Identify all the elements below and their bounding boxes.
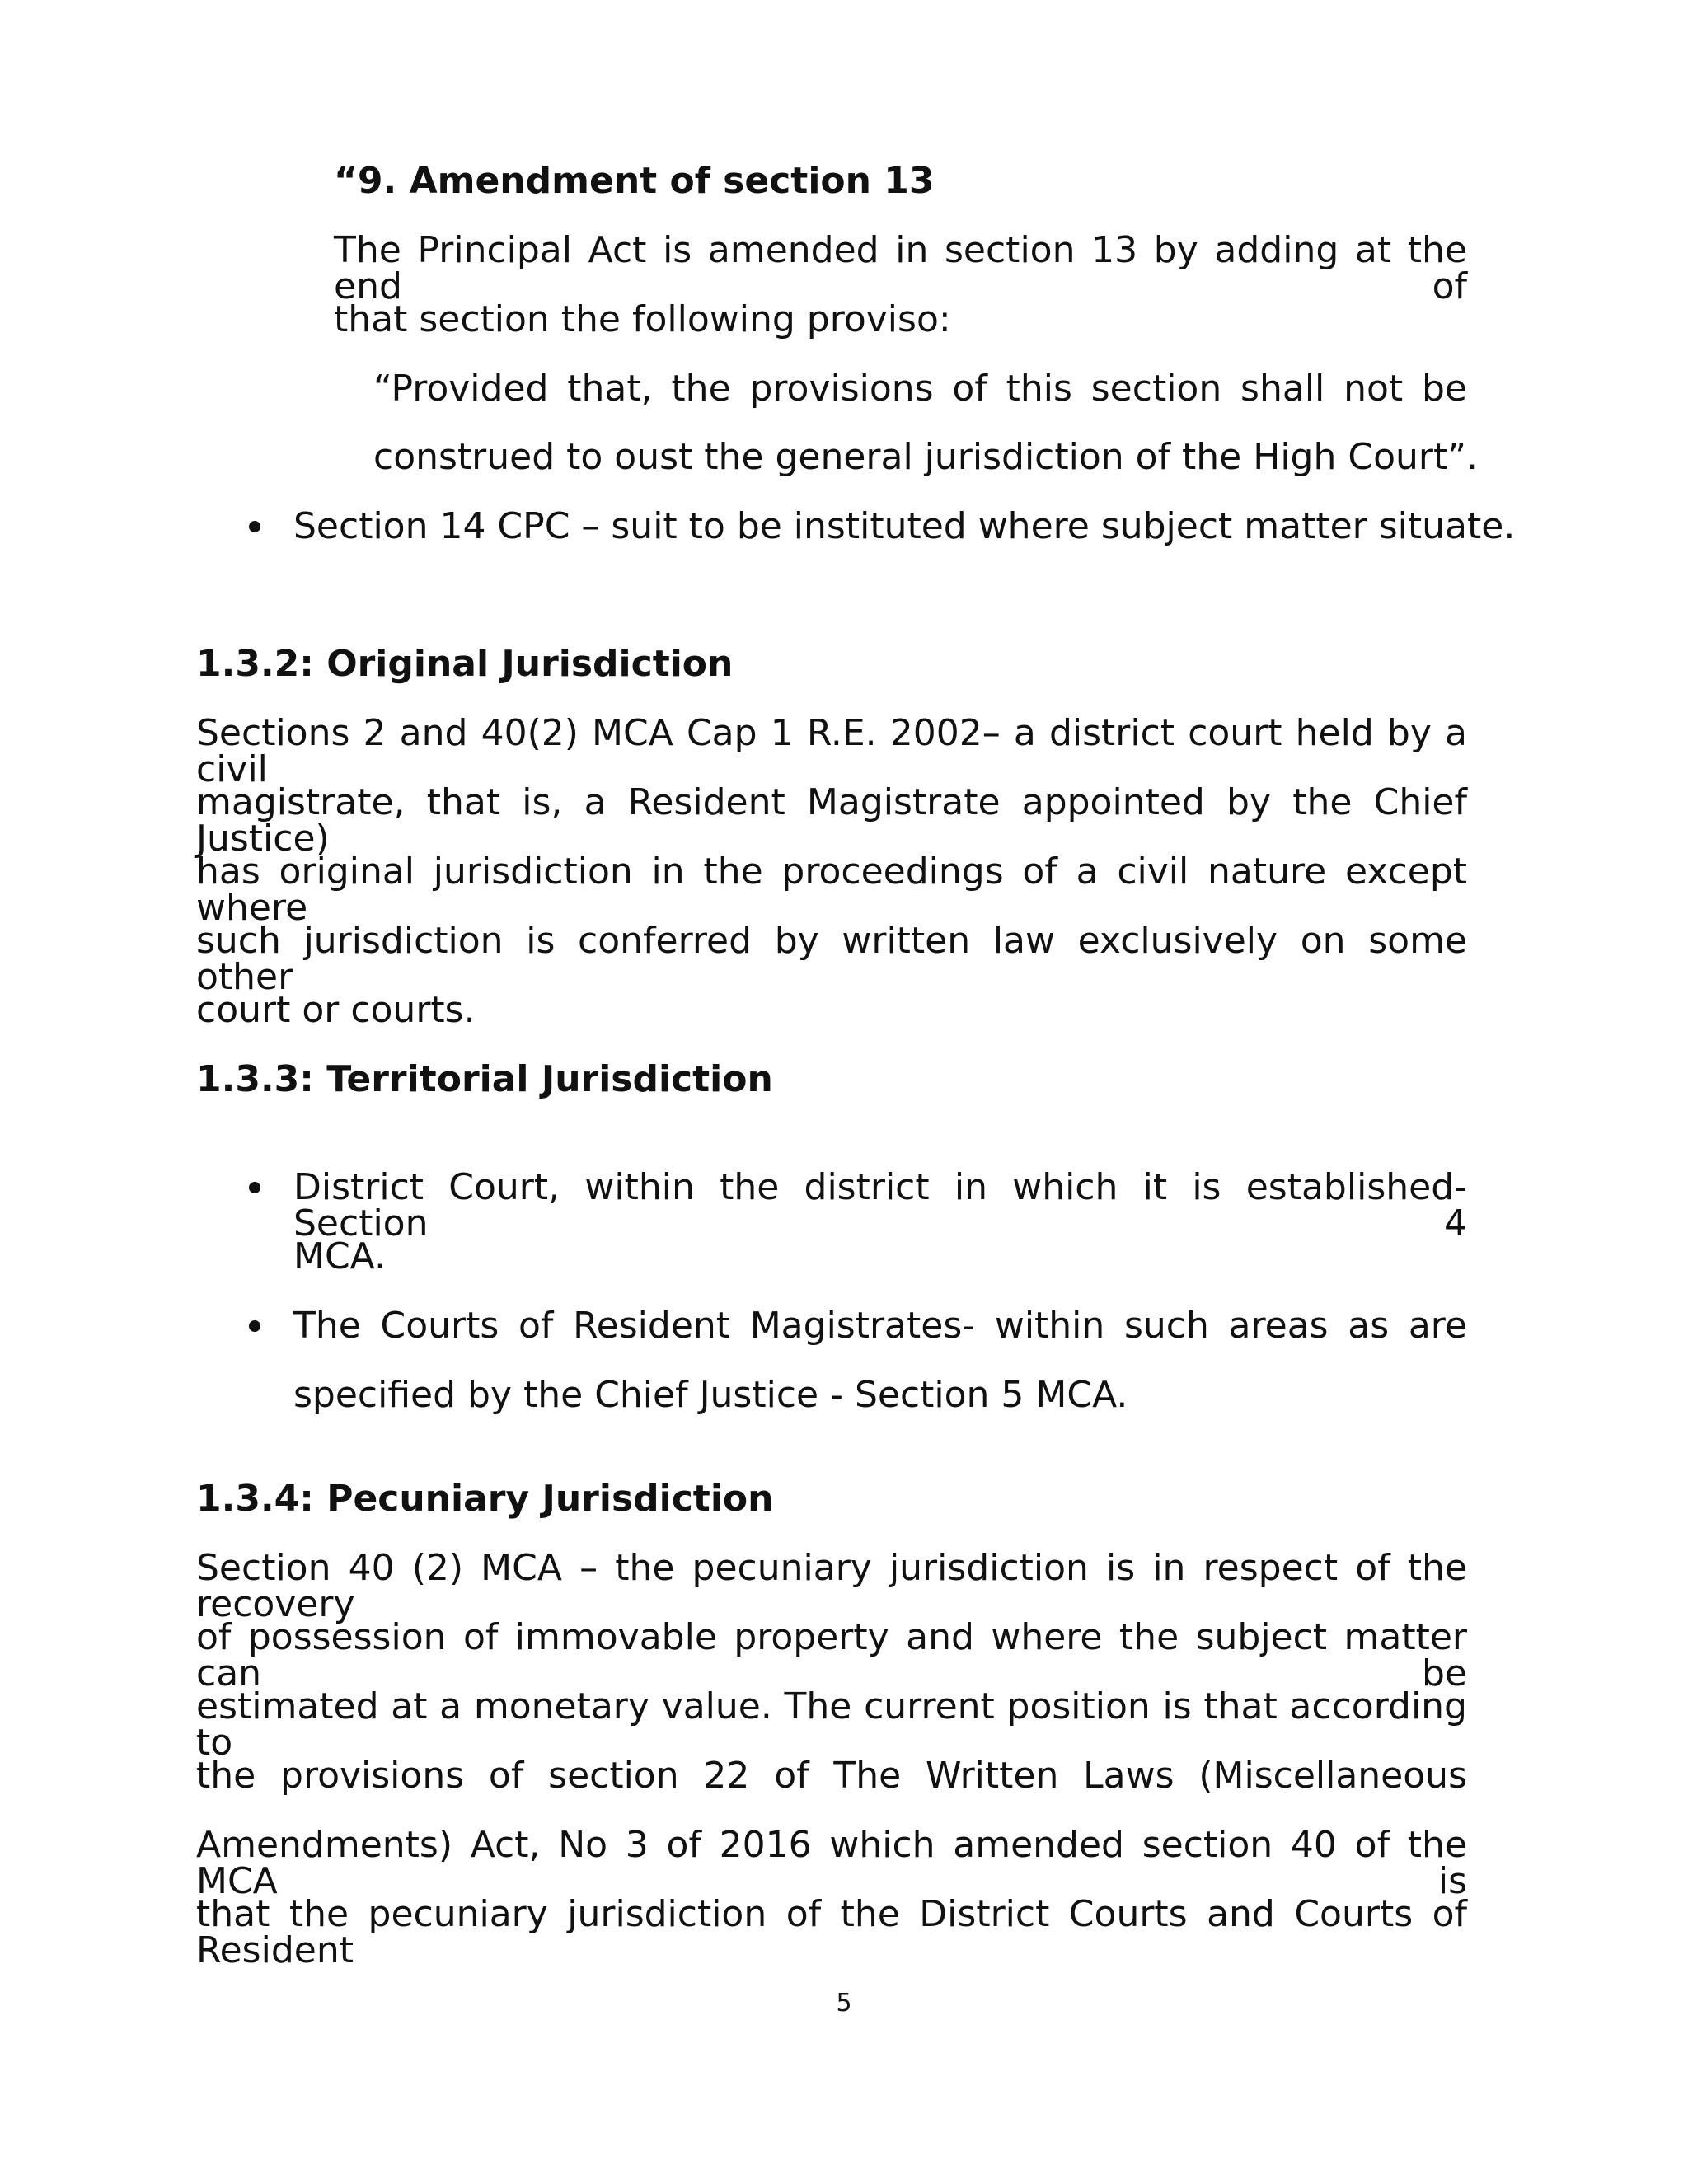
paragraph-line: of possession of immovable property and where the subject matter can be <box>196 1616 1467 1694</box>
paragraph-line: has original jurisdiction in the proceedings of a civil nature except where <box>196 851 1467 929</box>
paragraph-line: Section 40 (2) MCA – the pecuniary jurisdiction is in respect of the recovery <box>196 1547 1467 1625</box>
paragraph-line: magistrate, that is, a Resident Magistrate appointed by the Chief Justice) <box>196 781 1467 860</box>
paragraph-line: that the pecuniary jurisdiction of the District Courts and Courts of Resident <box>196 1893 1467 1971</box>
bullet-text-line: The Courts of Resident Magistrates- within such areas as are <box>293 1305 1467 1347</box>
paragraph-line: such jurisdiction is conferred by written law exclusively on some other <box>196 920 1467 998</box>
quote-line: that section the following proviso: <box>334 298 951 340</box>
bullet-text-line: District Court, within the district in which it is established- Section 4 <box>293 1166 1467 1244</box>
proviso-line: “Provided that, the provisions of this section shall not be <box>373 368 1467 410</box>
paragraph-line: Amendments) Act, No 3 of 2016 which amended section 40 of the MCA is <box>196 1824 1467 1902</box>
page-number: 5 <box>836 1989 852 2018</box>
quote-heading: “9. Amendment of section 13 <box>334 160 935 202</box>
paragraph-line: estimated at a monetary value. The current position is that according to <box>196 1685 1467 1764</box>
section-heading-pecuniary: 1.3.4: Pecuniary Jurisdiction <box>196 1478 774 1520</box>
section-heading-territorial: 1.3.3: Territorial Jurisdiction <box>196 1058 773 1100</box>
quote-line: The Principal Act is amended in section 13 by adding at the end of <box>334 229 1467 307</box>
paragraph-line: Sections 2 and 40(2) MCA Cap 1 R.E. 2002– a district court held by a civil <box>196 712 1467 790</box>
bullet-icon <box>249 521 260 532</box>
paragraph-line: court or courts. <box>196 989 476 1031</box>
bullet-cpc-text: Section 14 CPC – suit to be instituted where subject matter situate. <box>293 505 1516 547</box>
bullet-icon <box>249 1182 260 1193</box>
bullet-text-line: MCA. <box>293 1235 386 1277</box>
paragraph-line: the provisions of section 22 of The Written Laws (Miscellaneous <box>196 1755 1467 1797</box>
proviso-line: construed to oust the general jurisdiction of the High Court”. <box>373 436 1479 478</box>
bullet-text-line: specified by the Chief Justice - Section 5 MCA. <box>293 1374 1128 1416</box>
bullet-icon <box>249 1320 260 1332</box>
section-heading-original: 1.3.2: Original Jurisdiction <box>196 643 734 685</box>
